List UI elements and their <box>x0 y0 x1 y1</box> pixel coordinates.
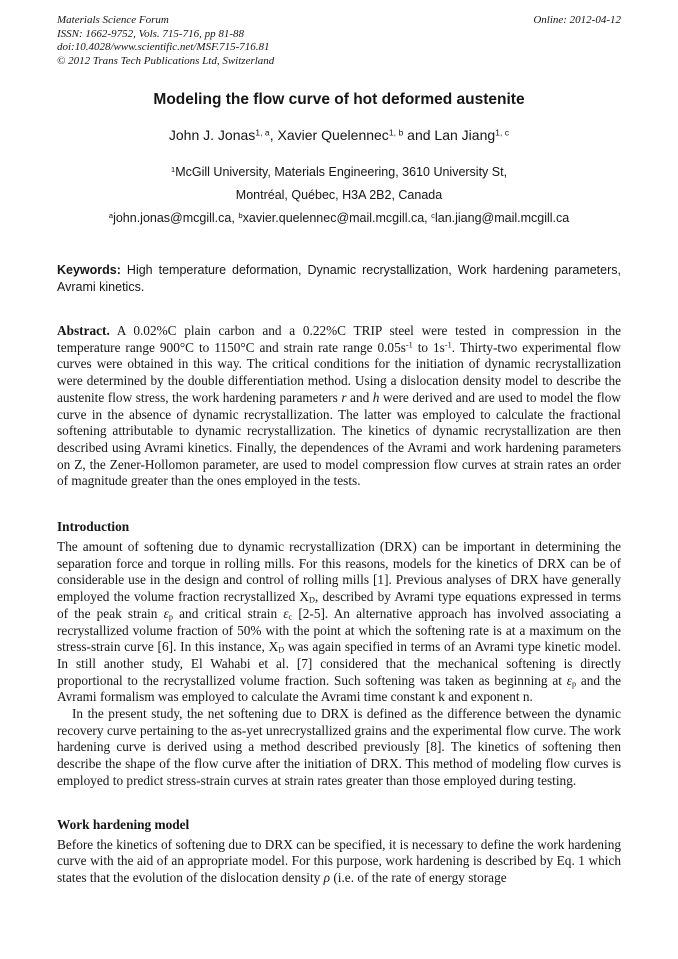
emails-line: $^a$john.jonas@mcgill.ca, $^b$xavier.quelennec@mail.mcgill.ca, $^c$lan.jiang@mail.mcgill.ca <box>108 210 570 225</box>
copyright-line: © 2012 Trans Tech Publications Ltd, Switzerland <box>57 54 275 67</box>
abstract-paragraph: Abstract. A 0.02%C plain carbon and a 0.22%C TRIP steel were tested in compression in the temperature range 900°C to 1150°C and strain rate range $0.05s^{-1}$ to $1s^{-1}$. Thirty-two experimental flow curves were obtained in this way. The critical conditions for the initiation of dynamic recrystallization were determined by the double differentiation method. Using a dislocation density model to describe the austenite flow stress, the work hardening parameters r and h were derived and are used to model the flow curve in the absence of dynamic recrystallization. The latter was employed to calculate the fractional softening attributable to dynamic recrystallization. The kinetics of dynamic recrystallization are then described using Avrami kinetics. Finally, the dependences of the Avrami and work hardening parameters on Z, the Zener-Hollomon parameter, are used to model compression flow curves at strain rates an order of magnitude greater than the ones employed in the tests. <box>57 323 621 489</box>
keywords-line: Keywords: High temperature deformation, Dynamic recrystallization, Work hardening parameters, Avrami kinetics. <box>57 263 621 294</box>
introduction-paragraph-2: In the present study, the net softening due to DRX is defined as the difference between the dynamic recovery curve pertaining to the as-yet unrecrystallized grains and the experimental flow curve. The work hardening curve is derived using a method described previously [8]. The kinetics of softening then describe the shape of the flow curve after the initiation of DRX. This method of modeling flow curves is employed to predict stress-strain curves at strain rates greater than those employed during testing. <box>57 706 621 788</box>
doi-line: doi:10.4028/www.scientific.net/MSF.715-716.81 <box>57 41 270 53</box>
paper-title: Modeling the flow curve of hot deformed austenite <box>153 91 525 108</box>
introduction-paragraph-1: The amount of softening due to dynamic recrystallization (DRX) can be important in determining the separation force and torque in rolling mills. For this reasons, models for the kinetics of DRX can be of considerable use in the design and control of rolling mills [1]. Previous analyses of DRX have generally employed the volume fraction recrystallized $X_D$, described by Avrami type equations expressed in terms of the peak strain $\varepsilon_p$ and critical strain $\varepsilon_c$ [2-5]. An alternative approach has involved associating a recrystallized volume fraction of 50% with the point at which the softening rate is at a maximum on the stress-strain curve [6]. In this instance, $X_D$ was again specified in terms of an Avrami type kinetic model. In still another study, El Wahabi et al. [7] considered that the mechanical softening is directly proportional to the recrystallized volume fraction. Such softening was taken as beginning at $\varepsilon_p$ and the Avrami formalism was employed to calculate the Avrami time constant k and exponent n. <box>57 539 622 705</box>
section-heading-introduction: Introduction <box>57 519 130 535</box>
journal-name: Materials Science Forum <box>57 14 169 26</box>
section-heading-work-hardening-model: Work hardening model <box>57 816 190 832</box>
authors-line: John J. Jonas$^{1, a}$, Xavier Quelennec$^{1, b}$ and Lan Jiang$^{1, c}$ <box>168 127 510 143</box>
journal-header <box>57 14 621 68</box>
work-hardening-paragraph-1: Before the kinetics of softening due to DRX can be specified, it is necessary to define the work hardening curve with the aid of an appropriate model. For this purpose, work hardening is described by Eq. 1 which states that the evolution of the dislocation density ρ (i.e. of the rate of energy storage <box>57 836 621 885</box>
journal-header-left <box>57 14 274 68</box>
affiliation-block <box>57 161 621 207</box>
issn-line: ISSN: 1662-9752, Vols. 715-716, pp 81-88 <box>57 27 244 40</box>
affiliation-line-2: Montréal, Québec, H3A 2B2, Canada <box>235 188 443 202</box>
online-date: Online: 2012-04-12 <box>533 14 621 26</box>
affiliation-line-1: $^1$McGill University, Materials Engineering, 3610 University St, <box>170 164 508 179</box>
